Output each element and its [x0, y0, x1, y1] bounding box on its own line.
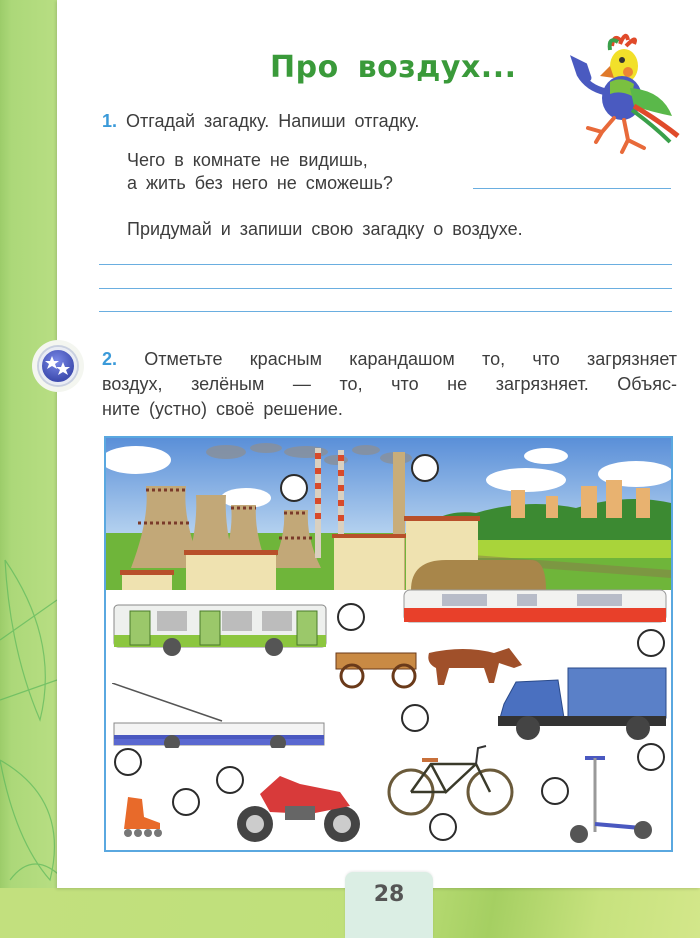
truck-illustration: [496, 666, 671, 746]
scooter-illustration: [561, 756, 656, 846]
circle-motorcycle[interactable]: [216, 766, 244, 794]
roller-skate-illustration: [116, 795, 166, 840]
workbook-page: [57, 0, 700, 888]
task2-instruction: [102, 347, 677, 422]
invent-riddle-instruction: Придумай и запиши свою загадку о воздухе.: [127, 219, 523, 239]
task2-line-1: Отметьте красным карандашом то, что загрязняет: [144, 349, 677, 369]
writing-line-2[interactable]: [99, 288, 672, 289]
task2-line-2: воздух, зелёным — то, что не загрязняет. Объяс-: [102, 374, 677, 394]
page-number-tab: [345, 872, 433, 938]
circle-trolleybus[interactable]: [114, 748, 142, 776]
task2-line-3: ните (устно) своё решение.: [102, 399, 343, 419]
circle-bicycle[interactable]: [429, 813, 457, 841]
task1-instruction: [102, 111, 419, 132]
task1-instruction-text: Отгадай загадку. Напиши отгадку.: [126, 111, 420, 131]
circle-bus[interactable]: [337, 603, 365, 631]
writing-line-3[interactable]: [99, 311, 672, 312]
circle-power-plant[interactable]: [280, 474, 308, 502]
tram-illustration: [402, 588, 670, 626]
circle-factory[interactable]: [411, 454, 439, 482]
landscape-scene: [106, 438, 671, 590]
circle-tram[interactable]: [637, 629, 665, 657]
page-title: Про воздух...: [270, 50, 517, 85]
parrot-illustration: [562, 32, 682, 160]
motorcycle-illustration: [230, 764, 370, 844]
writing-line-1[interactable]: [99, 264, 672, 265]
circle-scooter[interactable]: [541, 777, 569, 805]
riddle-line-1: Чего в комнате не видишь,: [127, 150, 368, 170]
bus-illustration: [112, 601, 330, 656]
transport-pollution-picture: [104, 436, 673, 852]
circle-horse-cart[interactable]: [401, 704, 429, 732]
page-number: 28: [373, 882, 405, 907]
two-stars-icon: [39, 347, 77, 385]
riddle-line-2: а жить без него не сможешь?: [127, 173, 393, 193]
bicycle-illustration: [386, 744, 516, 819]
circle-truck[interactable]: [637, 743, 665, 771]
circle-roller-skate[interactable]: [172, 788, 200, 816]
task1-number: 1.: [102, 111, 118, 131]
trolleybus-illustration: [112, 683, 330, 748]
riddle-answer-line[interactable]: [473, 188, 671, 189]
task2-number: 2.: [102, 349, 118, 369]
